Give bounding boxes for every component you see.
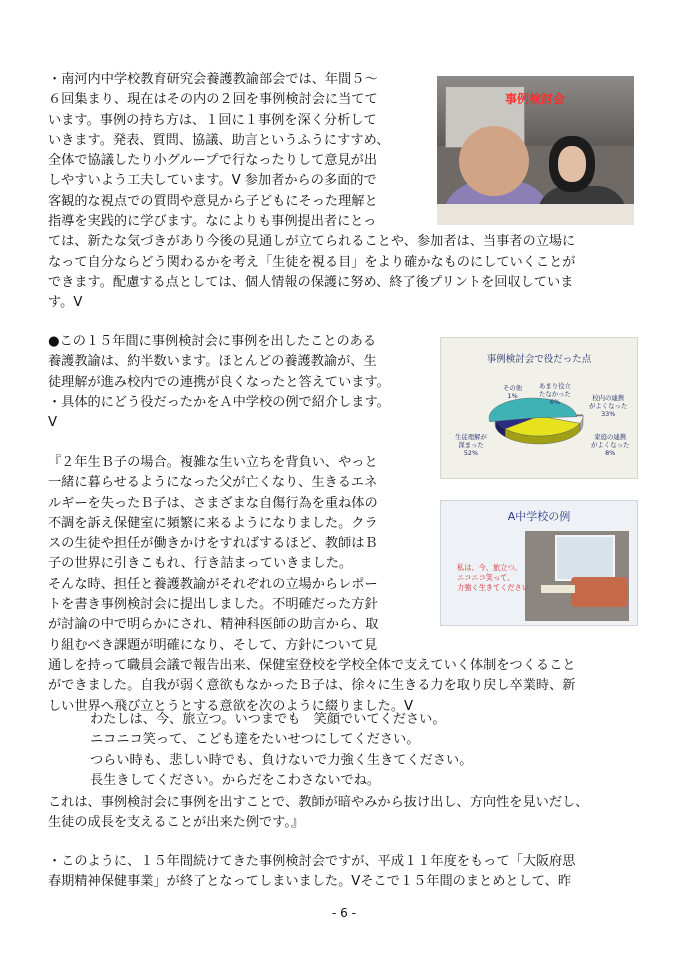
text-line: 生徒の成長を支えることが出来た例です。』 xyxy=(48,815,305,831)
paragraph-program-end xyxy=(48,852,642,893)
photo-caption: 事例検討会 xyxy=(505,92,566,106)
text-line: ・このように、１５年間続けてきた事例検討会ですが、平成１１年度をもって「大阪府思 xyxy=(48,854,576,869)
text-line: 徒理解が進み校内での連携が良くなったと答えています。 xyxy=(48,374,390,390)
text-line: ・具体的にどう役だったかをＡ中学校の例で紹介します。 xyxy=(48,394,390,410)
text-line: しやすいよう工夫しています。V 参加者からの多面的で xyxy=(48,173,377,189)
case-conference-photo xyxy=(437,76,634,225)
text-line: 指導を実践的に学びます。なによりも事例提出者にとっ xyxy=(48,214,377,230)
paragraph-survey xyxy=(48,332,440,433)
page-number: - 6 - xyxy=(332,906,356,920)
text-line: 一緒に暮らせるようになった父が亡くなり、生きるエネ xyxy=(48,475,378,491)
text-line: トを書き事例検討会に提出しました。不明確だった方針 xyxy=(48,597,378,613)
poem-line: わたしは、今、旅立つ。いつまでも 笑顔でいてください。 xyxy=(90,712,446,727)
school-example-photo xyxy=(440,500,638,626)
poem-line: 長生きしてください。からだをこわさないでね。 xyxy=(90,772,381,788)
chart-label-home-cooperation: 家庭の連携 がよくなった 8% xyxy=(591,433,630,457)
text-line: 客観的な視点での質問や意見から子どもにそった理解と xyxy=(48,193,378,209)
poem-line: つらい時も、悲しい時でも、負けないで力強く生きてください。 xyxy=(90,752,473,768)
text-line: ６回集まり、現在はその内の２回を事例検討会に当てて xyxy=(48,92,378,108)
text-line: ルギーを失ったＢ子は、さまざまな自傷行為を重ね体の xyxy=(48,495,378,511)
chart-label-student-understanding: 生徒理解が 深まった 52% xyxy=(455,433,487,457)
chart-label-other: その他 1% xyxy=(503,384,523,400)
photo-table xyxy=(541,585,575,593)
text-line: スの生徒や担任が働きかけをすればするほど、教師はＢ xyxy=(48,536,378,552)
text-line: 全体で協議したり小グループで行なったりして意見が出 xyxy=(48,153,378,169)
text-line: います。事例の持ち方は、１回に１事例を深く分析して xyxy=(48,112,377,128)
text-line: ができました。自我が弱く意欲もなかったＢ子は、徐々に生きる力を取り戻し卒業時、新 xyxy=(48,678,576,694)
text-line: が討論の中で明らかにされ、精神科医師の助言から、取 xyxy=(48,617,379,633)
text-line: す。V xyxy=(48,295,83,311)
text-line: いきます。発表、質問、協議、助言というふうにすすめ、 xyxy=(48,132,390,148)
photo-person-face xyxy=(558,146,586,182)
photo-note: 私は、今、旅立つ。 ニコニコ笑って、 力強く生きてください xyxy=(457,563,529,592)
pie-chart xyxy=(440,337,638,479)
text-line: ・南河内中学校教育研究会養護教諭部会では、年間５～ xyxy=(48,72,378,87)
text-line: 不調を訴え保健室に頻繁に来るようになりました。クラ xyxy=(48,515,378,531)
text-line: り組むべき課題が明確になり、そして、方針について見 xyxy=(48,637,378,653)
text-line: 通しを持って職員会議で報告出来、保健室登校を学校全体で支えていく体制をつくること xyxy=(48,657,576,673)
chart-title: 事例検討会で役だった点 xyxy=(486,354,592,365)
text-line: できます。配慮する点としては、個人情報の保護に努め、終了後プリントを回収していま xyxy=(48,274,574,290)
text-line: V xyxy=(48,415,58,431)
photo-table xyxy=(437,204,634,225)
text-line: ては、新たな気づきがあり今後の見通しが立てられることや、参加者は、当事者の立場に xyxy=(48,234,576,250)
text-line: ●この１５年間に事例検討会に事例を出したことのある xyxy=(48,334,377,349)
photo-person-head xyxy=(459,126,529,196)
photo-title: A中学校の例 xyxy=(507,510,571,523)
chart-label-school-cooperation: 校内の連携 がよくなった 33% xyxy=(589,394,628,418)
text-line: これは、事例検討会に事例を出すことで、教師が暗やみから抜け出し、方向性を見いだし、 xyxy=(48,795,589,810)
poem xyxy=(90,710,650,791)
paragraph-conclusion xyxy=(48,793,642,834)
text-line: しい世界へ飛び立とうとする意欲を次のように綴りました。V xyxy=(48,698,414,714)
text-line: 春期精神保健事業」が終了となってしまいました。Vそこで１５年間のまとめとして、昨 xyxy=(48,874,572,890)
photo-window xyxy=(555,535,615,581)
poem-line: ニコニコ笑って、こども達をたいせつにしてください。 xyxy=(90,732,420,748)
text-line: 『２年生Ｂ子の場合。複雑な生い立ちを背負い、やっと xyxy=(48,455,378,470)
chart-label-not-useful: あまり役立 たなかった 6% xyxy=(539,382,571,406)
text-line: 子の世界に引きこもれ、行き詰まっていきました。 xyxy=(48,556,353,572)
text-line: なって自分ならどう関わるかを考え「生徒を視る目」をより確かなものにしていくことが xyxy=(48,254,576,270)
text-line: 養護教諭は、約半数います。ほとんどの養護教諭が、生 xyxy=(48,354,377,370)
text-line: そんな時、担任と養護教諭がそれぞれの立場からレポー xyxy=(48,576,378,592)
photo-sofa xyxy=(571,577,627,607)
